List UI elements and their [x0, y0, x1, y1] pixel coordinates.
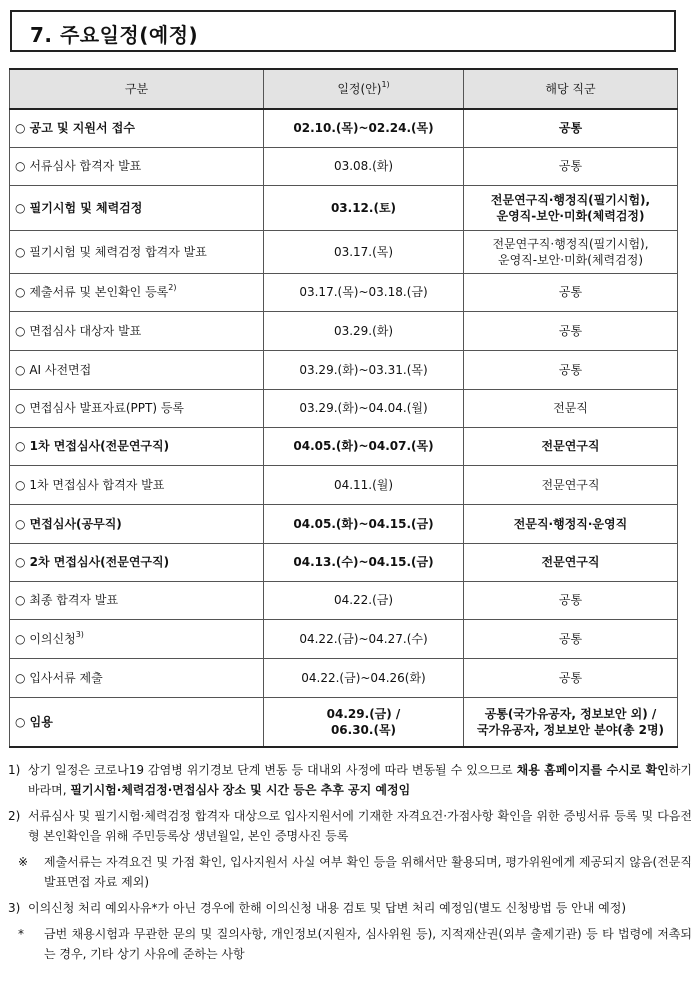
- row-item: [10, 147, 264, 185]
- row-item: [10, 619, 264, 658]
- row-date: [264, 389, 464, 427]
- group-text: 공통: [558, 362, 583, 377]
- item-label: 서류심사 합격자 발표: [29, 159, 142, 173]
- item-label: 면접심사 대상자 발표: [29, 323, 142, 338]
- date-text: 03.12.(토): [330, 200, 397, 215]
- footnote-1: 1) 상기 일정은 코로나19 감염병 위기경보 단계 변동 등 대내외 사정에 따라 변동될 수 있으므로 채용 홈페이지를 수시로 확인하기 바라며, 필기시험·체력검정·면접심사 장소 및 시간 등은 추후 공지 예정임: [8, 760, 692, 800]
- item-label: 필기시험 및 체력검정: [29, 200, 143, 215]
- row-date: [264, 658, 464, 697]
- item-label: 최종 합격자 발표: [29, 593, 119, 607]
- row-group: [464, 619, 678, 658]
- bullet: ○: [15, 401, 26, 415]
- table-row: [10, 465, 678, 504]
- header-footnote-mark: 1): [381, 80, 390, 89]
- row-date: [264, 230, 464, 273]
- row-item: [10, 581, 264, 619]
- row-item: [10, 427, 264, 465]
- date-text: 03.17.(목)~03.18.(금): [299, 285, 428, 299]
- group-text: 공통: [558, 323, 583, 338]
- bullet: ○: [15, 593, 26, 607]
- footnote-number: 3): [8, 901, 21, 915]
- row-item: [10, 350, 264, 389]
- bullet: ○: [15, 516, 26, 531]
- group-text-2: 운영직-보안·미화(체력검정): [497, 252, 644, 267]
- row-date: [264, 350, 464, 389]
- item-label: 1차 면접심사(전문연구직): [29, 439, 170, 453]
- footnote-2: 2) 서류심사 및 필기시험·체력검정 합격자 대상으로 입사지원서에 기재한 자격요건·가점사항 확인을 위한 증빙서류 등록 및 다음전형 본인확인을 위해 주민등록상 생년월일, 본인 증명사진 등록: [8, 806, 692, 846]
- date-text: 04.22.(금): [333, 593, 394, 607]
- row-date: [264, 543, 464, 581]
- row-group: [464, 273, 678, 311]
- row-date: [264, 185, 464, 230]
- section-title-box: [10, 10, 676, 52]
- row-date: [264, 273, 464, 311]
- bullet: ○: [15, 631, 26, 646]
- date-text: 04.22.(금)~04.27.(수): [299, 631, 428, 646]
- row-group: [464, 311, 678, 350]
- row-item: [10, 543, 264, 581]
- row-item: [10, 389, 264, 427]
- date-text-2: 06.30.(목): [330, 722, 397, 737]
- bullet: ○: [15, 244, 26, 259]
- table-row: [10, 273, 678, 311]
- footnotes: [8, 760, 692, 970]
- date-text: 02.10.(목)~02.24.(목): [293, 121, 434, 136]
- section-title: 7. 주요일정(예정): [30, 23, 199, 47]
- remark-mark: *: [18, 927, 24, 941]
- table-header-row: [10, 69, 678, 109]
- table-row: [10, 147, 678, 185]
- group-text-2: 국가유공자, 정보보안 분야(총 2명): [476, 722, 665, 737]
- table-row: [10, 543, 678, 581]
- row-item: [10, 504, 264, 543]
- group-text: 공통: [558, 593, 583, 607]
- row-group: [464, 185, 678, 230]
- row-date: [264, 697, 464, 747]
- row-group: [464, 350, 678, 389]
- row-date: [264, 109, 464, 147]
- row-group: [464, 658, 678, 697]
- item-label: 입사서류 제출: [29, 670, 103, 685]
- bullet: ○: [15, 200, 26, 215]
- schedule-table: [9, 68, 678, 748]
- row-group: [464, 147, 678, 185]
- date-text: 04.29.(금) /: [326, 706, 401, 721]
- row-group: [464, 697, 678, 747]
- table-row: [10, 350, 678, 389]
- group-text: 공통: [558, 159, 583, 173]
- table-row: [10, 109, 678, 147]
- row-date: [264, 427, 464, 465]
- group-text: 전문연구직·행정직(필기시험),: [490, 192, 651, 207]
- footnote-mark: 3): [75, 629, 84, 639]
- row-group: [464, 389, 678, 427]
- row-date: [264, 311, 464, 350]
- row-date: [264, 619, 464, 658]
- group-text: 공통: [558, 285, 583, 299]
- row-group: [464, 504, 678, 543]
- row-item: [10, 658, 264, 697]
- footnote-number: 2): [8, 809, 21, 823]
- bullet: ○: [15, 362, 26, 377]
- row-group: [464, 465, 678, 504]
- item-label: AI 사전면접: [29, 362, 92, 377]
- group-text: 전문연구직: [541, 555, 600, 569]
- row-item: [10, 185, 264, 230]
- date-text: 04.05.(화)~04.07.(목): [293, 439, 434, 453]
- row-group: [464, 230, 678, 273]
- bullet: ○: [15, 159, 26, 173]
- table-row: [10, 389, 678, 427]
- date-text: 03.17.(목): [333, 244, 394, 259]
- row-item: [10, 465, 264, 504]
- row-group: [464, 543, 678, 581]
- bullet: ○: [15, 714, 26, 729]
- row-item: [10, 311, 264, 350]
- row-group: [464, 581, 678, 619]
- date-text: 04.05.(화)~04.15.(금): [293, 516, 434, 531]
- bullet: ○: [15, 121, 26, 136]
- header-category: 구분: [10, 69, 264, 109]
- group-text: 공통(국가유공자, 정보보안 외) /: [484, 706, 657, 721]
- remark-mark: ※: [18, 855, 29, 869]
- group-text: 공통: [558, 631, 583, 646]
- footnote-2-remark: ※ 제출서류는 자격요건 및 가점 확인, 입사지원서 사실 여부 확인 등을 위해서만 활용되며, 평가위원에게 제공되지 않음(전문직 발표면접 자료 제외): [18, 852, 692, 892]
- item-label: 면접심사 발표자료(PPT) 등록: [29, 401, 185, 415]
- group-text: 전문직·행정직·운영직: [513, 516, 628, 531]
- bullet: ○: [15, 670, 26, 685]
- table-row: [10, 504, 678, 543]
- footnote-3: 3) 이의신청 처리 예외사유*가 아닌 경우에 한해 이의신청 내용 검토 및 답변 처리 예정임(별도 신청방법 등 안내 예정): [8, 898, 692, 918]
- header-job-group: 해당 직군: [464, 69, 678, 109]
- group-text-2: 운영직-보안·미화(체력검정): [496, 208, 645, 223]
- row-group: [464, 427, 678, 465]
- group-text: 전문직: [553, 401, 588, 415]
- group-text: 전문연구직·행정직(필기시험),: [492, 236, 649, 251]
- row-date: [264, 147, 464, 185]
- row-item: [10, 273, 264, 311]
- bullet: ○: [15, 323, 26, 338]
- group-text: 공통: [558, 121, 583, 136]
- table-row: [10, 581, 678, 619]
- item-label: 제출서류 및 본인확인 등록: [29, 285, 169, 299]
- item-label: 임용: [29, 714, 53, 729]
- bullet: ○: [15, 555, 26, 569]
- group-text: 공통: [558, 670, 583, 685]
- table-row: [10, 658, 678, 697]
- bullet: ○: [15, 439, 26, 453]
- date-text: 04.22.(금)~04.26(화): [301, 670, 426, 685]
- group-text: 전문연구직: [541, 439, 600, 453]
- table-row: [10, 185, 678, 230]
- table-row: [10, 619, 678, 658]
- item-label: 2차 면접심사(전문연구직): [29, 555, 170, 569]
- group-text: 전문연구직: [541, 477, 600, 492]
- bullet: ○: [15, 285, 26, 299]
- item-label: 1차 면접심사 합격자 발표: [29, 477, 165, 492]
- date-text: 03.29.(화): [333, 323, 394, 338]
- row-item: [10, 230, 264, 273]
- date-text: 03.29.(화)~03.31.(목): [299, 362, 428, 377]
- table-row: [10, 427, 678, 465]
- item-label: 면접심사(공무직): [29, 516, 122, 531]
- row-group: [464, 109, 678, 147]
- footnote-number: 1): [8, 763, 21, 777]
- row-date: [264, 504, 464, 543]
- table-row: [10, 311, 678, 350]
- header-schedule: 일정(안)$^{1)}$: [264, 69, 464, 109]
- row-date: [264, 465, 464, 504]
- date-text: 04.13.(수)~04.15.(금): [293, 555, 434, 569]
- item-label: 이의신청: [29, 631, 76, 646]
- item-label: 필기시험 및 체력검정 합격자 발표: [29, 244, 207, 259]
- item-label: 공고 및 지원서 접수: [29, 121, 135, 136]
- footnote-3-remark: * 금번 채용시험과 무관한 문의 및 질의사항, 개인정보(지원자, 심사위원 등), 지적재산권(외부 출제기관) 등 타 법령에 저촉되는 경우, 기타 상기 사유에 준하는 사항: [18, 924, 692, 964]
- date-text: 04.11.(월): [333, 477, 394, 492]
- date-text: 03.29.(화)~04.04.(월): [299, 401, 428, 415]
- row-item: [10, 697, 264, 747]
- row-date: [264, 581, 464, 619]
- date-text: 03.08.(화): [333, 159, 394, 173]
- footnote-mark: 2): [168, 283, 177, 292]
- row-item: [10, 109, 264, 147]
- table-row: [10, 230, 678, 273]
- table-row: [10, 697, 678, 747]
- bullet: ○: [15, 477, 26, 492]
